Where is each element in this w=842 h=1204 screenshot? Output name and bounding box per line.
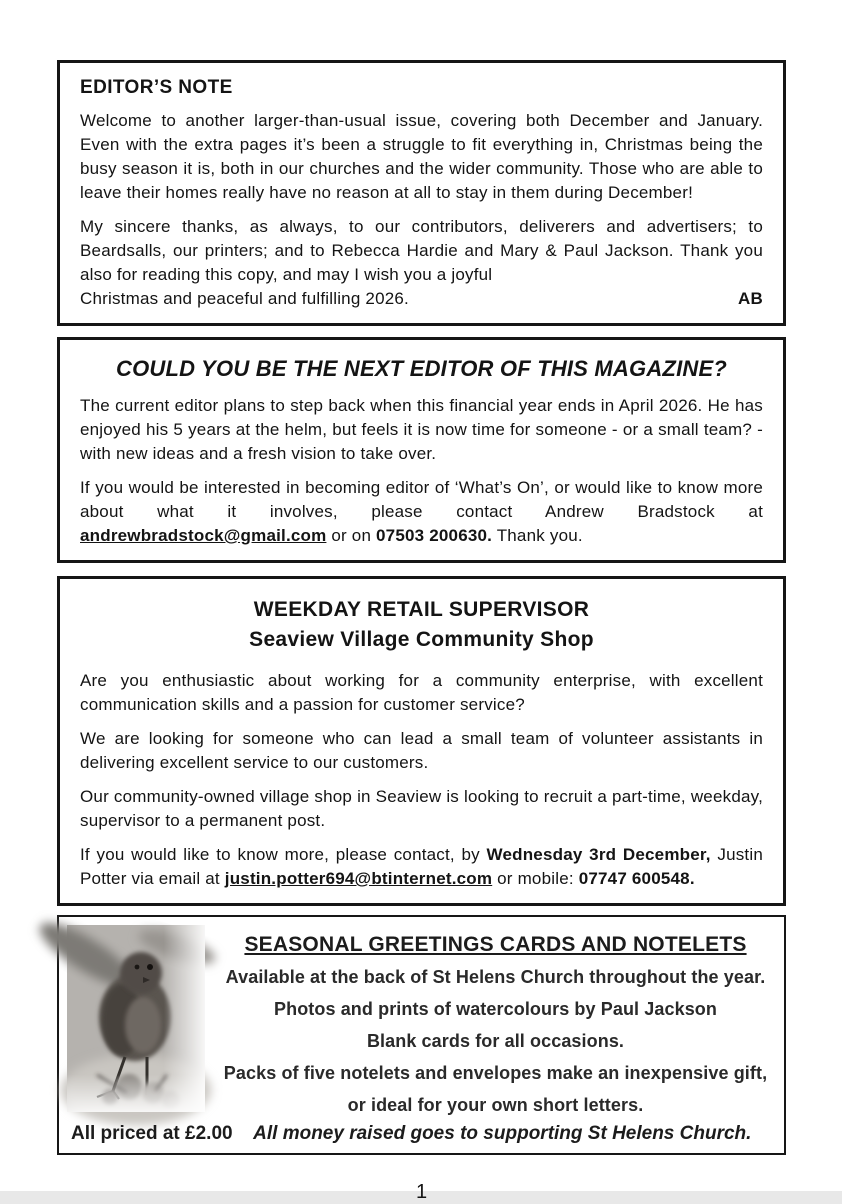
- editor-vacancy-paragraph-1: The current editor plans to step back when this financial year ends in April 2026. He has enjoyed his 5 years at the helm, but feels it is now time for someone - or a small team? - with new ideas and a fresh vision to take over.: [80, 396, 763, 463]
- greetings-flyer-top: [67, 925, 772, 1121]
- editor-vacancy-box: [57, 337, 786, 563]
- job-email-link[interactable]: justin.potter694@btinternet.com: [224, 869, 493, 888]
- greetings-flyer-bottom: [67, 1123, 772, 1145]
- job-ad-paragraph-4: If you would like to know more, please contact, by Wednesday 3rd December, Justin Potter via email at justin.potter694@btinternet.com or mobile: 07747 600548.: [80, 845, 763, 888]
- editors-note-lastline-text: Christmas and peaceful and fulfilling 2026.: [80, 289, 409, 308]
- editor-vacancy-title: COULD YOU BE THE NEXT EDITOR OF THIS MAGAZINE?: [116, 356, 727, 381]
- job-ad-paragraph-3: Our community-owned village shop in Seaview is looking to recruit a part-time, weekday, supervisor to a permanent post.: [80, 787, 763, 830]
- editor-email-link[interactable]: andrewbradstock@gmail.com: [80, 526, 327, 545]
- job-phone: 07747 600548.: [578, 869, 695, 888]
- greetings-heading: SEASONAL GREETINGS CARDS AND NOTELETS: [244, 933, 747, 956]
- editors-note-box: [57, 60, 786, 326]
- editor-phone: 07503 200630.: [376, 526, 493, 545]
- job-ad-paragraph-2: We are looking for someone who can lead a small team of volunteer assistants in delivering excellent service to our customers.: [80, 729, 763, 772]
- job-deadline: Wednesday 3rd December,: [486, 845, 711, 864]
- page-number: 1: [415, 1181, 428, 1203]
- editors-note-paragraph-1: Welcome to another larger-than-usual issue, covering both December and January. Even with the extra pages it’s been a struggle to fit everything in, Christmas being the busy season it is, both in our churches and the wider community. Those who are able to leave their homes really have no reason at all to stay in them during December!: [80, 111, 763, 202]
- editor-vacancy-paragraph-2: If you would be interested in becoming editor of ‘What’s On’, or would like to know more about what it involves, please contact Andrew Bradstock at andrewbradstock@gmail.com or on 07503 200630. Thank you.: [80, 478, 763, 545]
- greetings-line: Photos and prints of watercolours by Paul Jackson: [274, 999, 717, 1019]
- editors-note-paragraph-2: My sincere thanks, as always, to our contributors, deliverers and advertisers; to Beardsalls, our printers; and to Rebecca Hardie and Mary & Paul Jackson. Thank you also for reading this copy, and may I wish you a joyful: [80, 217, 763, 284]
- editors-note-title: EDITOR’S NOTE: [80, 77, 233, 98]
- greetings-price: All priced at £2.00: [71, 1123, 233, 1144]
- greetings-line: Blank cards for all occasions.: [366, 1031, 625, 1051]
- greetings-line: Packs of five notelets and envelopes make an inexpensive gift,: [223, 1063, 768, 1083]
- greetings-flyer-box: [57, 915, 786, 1155]
- greetings-footer: All money raised goes to supporting St Helens Church.: [253, 1123, 752, 1144]
- greetings-line: or ideal for your own short letters.: [347, 1095, 644, 1115]
- job-ad-paragraph-1: Are you enthusiastic about working for a community enterprise, with excellent communication skills and a passion for customer service?: [80, 671, 763, 714]
- robin-photo: [67, 925, 205, 1112]
- greetings-line: Available at the back of St Helens Church throughout the year.: [225, 967, 766, 987]
- job-ad-box: [57, 576, 786, 906]
- editors-note-lastline: [80, 287, 763, 311]
- greetings-flyer-text: [219, 925, 772, 1121]
- job-ad-subtitle: Seaview Village Community Shop: [249, 628, 594, 651]
- job-ad-title: WEEKDAY RETAIL SUPERVISOR: [253, 598, 590, 621]
- editor-signature: AB: [738, 289, 763, 308]
